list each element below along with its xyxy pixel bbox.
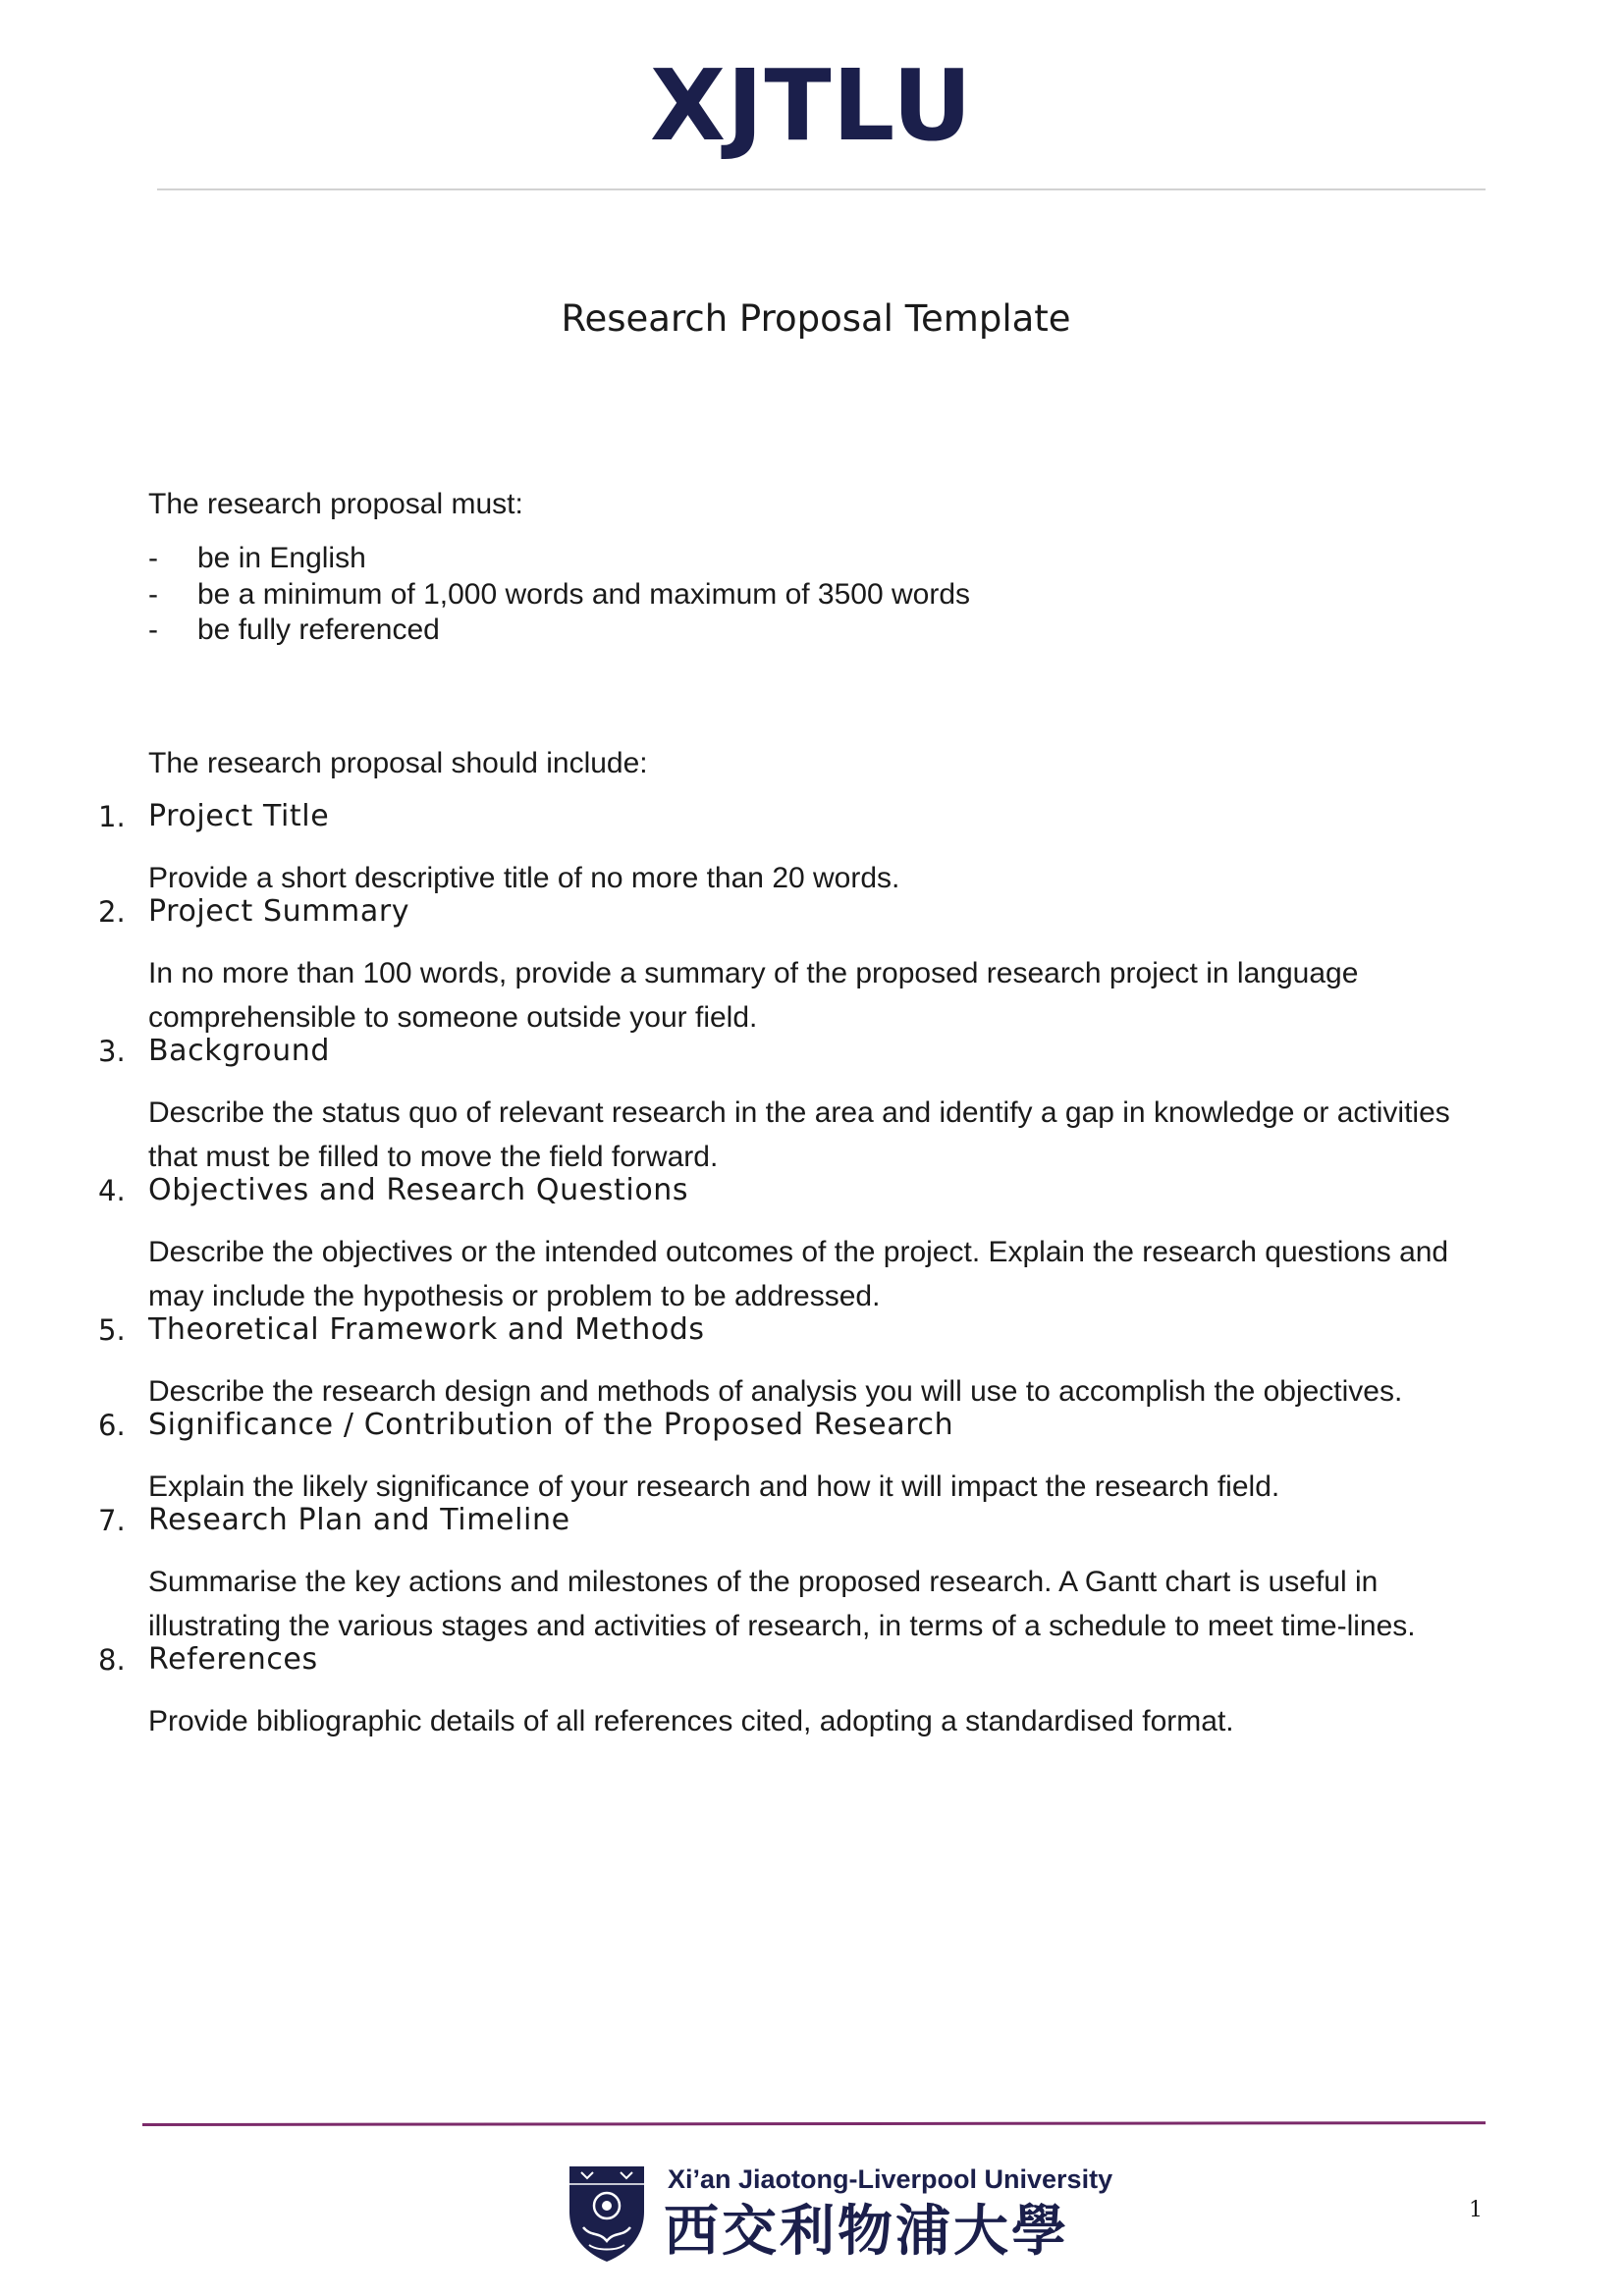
- list-item: [148, 613, 970, 649]
- section-description: Provide bibliographic details of all references cited, adopting a standardised format.: [148, 1705, 1234, 1737]
- section-description: In no more than 100 words, provide a summary of the proposed research project in language comprehensible to someone outside your field.: [148, 957, 1359, 1034]
- section-heading: Significance / Contribution of the Proposed Research: [148, 1408, 954, 1442]
- header-divider: [157, 188, 1486, 190]
- section-description: Describe the status quo of relevant research in the area and identify a gap in knowledge or activities that must be filled to move the field forward.: [148, 1096, 1450, 1173]
- must-intro: The research proposal must:: [148, 488, 523, 520]
- section-number: 3.: [98, 1035, 126, 1068]
- section-number: 2.: [98, 895, 126, 929]
- document-title: Research Proposal Template: [561, 297, 1071, 340]
- section-description: Summarise the key actions and milestones of the proposed research. A Gantt chart is useful in illustrating the various stages and activities of research, in terms of a schedule to meet time-lines.: [148, 1566, 1416, 1642]
- list-item-text: be fully referenced: [197, 614, 440, 646]
- bullet-marker: -: [148, 614, 158, 646]
- section-description: Explain the likely significance of your research and how it will impact the research field.: [148, 1470, 1280, 1503]
- section-heading: Project Summary: [148, 894, 410, 929]
- section-number: 5.: [98, 1313, 126, 1347]
- section-number: 1.: [98, 800, 126, 833]
- section-number: 4.: [98, 1174, 126, 1207]
- university-name-chinese: 西交利物浦大學: [664, 2199, 1069, 2264]
- footer-divider: [142, 2121, 1486, 2126]
- list-item: [148, 541, 970, 577]
- list-item-text: be a minimum of 1,000 words and maximum of 3500 words: [197, 577, 971, 611]
- section-heading: Research Plan and Timeline: [148, 1503, 570, 1537]
- section-heading: References: [148, 1642, 318, 1677]
- section-description: Provide a short descriptive title of no more than 20 words.: [148, 862, 900, 894]
- section-heading: Project Title: [148, 799, 330, 833]
- xjtlu-logo: XJTLU: [650, 48, 973, 163]
- section-heading: Background: [148, 1034, 330, 1068]
- section-heading: Objectives and Research Questions: [148, 1173, 689, 1207]
- list-item: [148, 577, 970, 614]
- bullet-marker: -: [148, 577, 158, 611]
- must-list: [148, 541, 970, 649]
- section-number: 7.: [98, 1504, 126, 1537]
- university-crest-icon: [568, 2164, 646, 2263]
- section-number: 6.: [98, 1409, 126, 1442]
- university-name-english: Xi’an Jiaotong-Liverpool University: [668, 2164, 1113, 2194]
- bullet-marker: -: [148, 542, 158, 574]
- section-heading: Theoretical Framework and Methods: [148, 1312, 705, 1347]
- list-item-text: be in English: [197, 542, 366, 574]
- section-description: Describe the research design and methods of analysis you will use to accomplish the objectives.: [148, 1375, 1403, 1408]
- include-intro: The research proposal should include:: [148, 747, 648, 779]
- page-number: 1: [1469, 2198, 1483, 2222]
- section-number: 8.: [98, 1643, 126, 1677]
- section-description: Describe the objectives or the intended outcomes of the project. Explain the research questions and may include the hypothesis or problem to be addressed.: [148, 1236, 1449, 1312]
